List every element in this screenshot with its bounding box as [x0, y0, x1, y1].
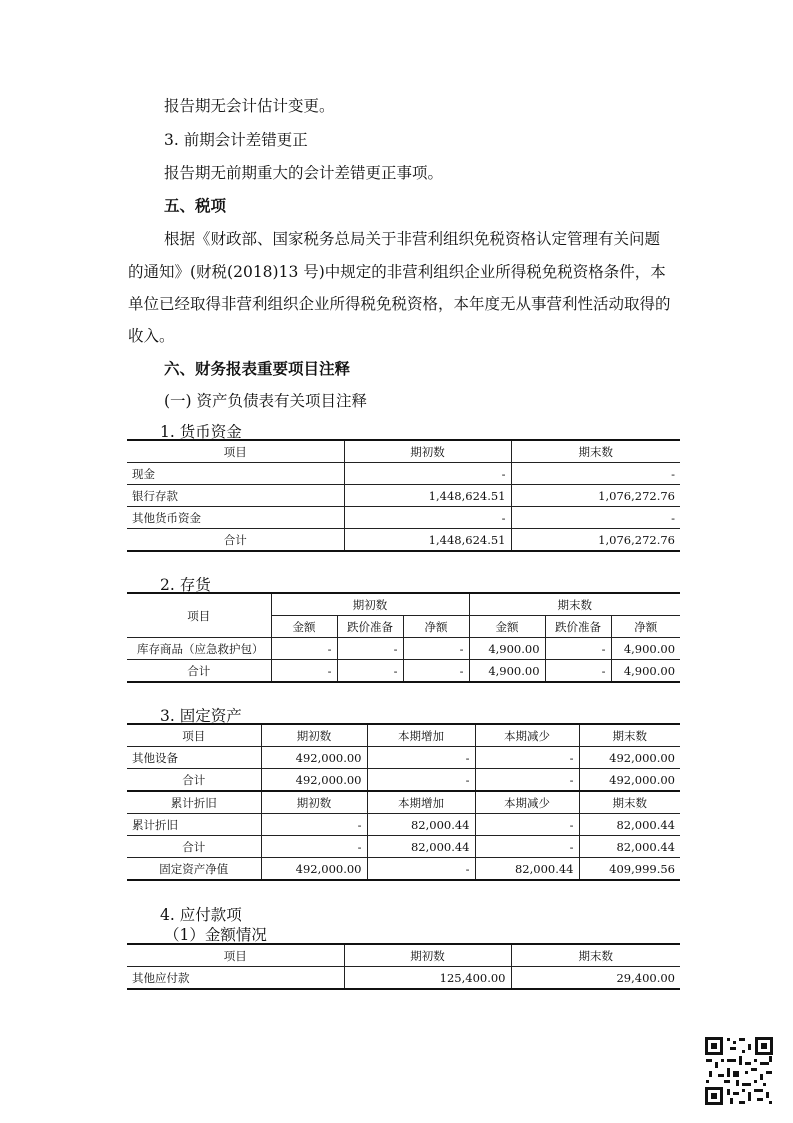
qr-code-icon: [703, 1035, 775, 1107]
subheader-amount: 金额: [469, 616, 545, 638]
heading-notes: 六、财务报表重要项目注释: [164, 359, 351, 378]
header-end: 期末数: [579, 791, 680, 814]
inventory-table: [127, 592, 680, 683]
total-label: 合计: [127, 529, 344, 552]
cell-value: 29,400.00: [511, 967, 680, 990]
paragraph-tax-line-1: 根据《财政部、国家税务总局关于非营利组织免税资格认定管理有关问题: [164, 230, 661, 248]
cell-value: 4,900.00: [469, 638, 545, 660]
cell-value: -: [403, 660, 469, 683]
cell-value: -: [367, 769, 475, 792]
subheader-impairment: 跌价准备: [337, 616, 403, 638]
table-header-row: [127, 593, 680, 616]
row-label: 现金: [127, 463, 344, 485]
cell-value: 492,000.00: [261, 858, 367, 881]
cell-value: 1,076,272.76: [511, 529, 680, 552]
net-value-row: [127, 858, 680, 881]
cell-value: 82,000.44: [579, 836, 680, 858]
cell-value: 82,000.44: [367, 836, 475, 858]
header-end: 期末数: [511, 944, 680, 967]
cell-value: -: [475, 769, 579, 792]
cell-value: -: [545, 660, 611, 683]
cell-value: 492,000.00: [579, 747, 680, 769]
cash-table: [127, 439, 680, 552]
cell-value: 1,076,272.76: [511, 485, 680, 507]
cell-value: 4,900.00: [611, 660, 680, 683]
cell-value: -: [475, 836, 579, 858]
cell-value: -: [511, 463, 680, 485]
cell-value: 4,900.00: [611, 638, 680, 660]
paragraph-tax-line-3: 单位已经取得非营利组织企业所得税免税资格，本年度无从事营利性活动取得的: [128, 295, 671, 313]
row-label: 其他货币资金: [127, 507, 344, 529]
cell-value: -: [367, 858, 475, 881]
row-label: 银行存款: [127, 485, 344, 507]
row-label: 其他设备: [127, 747, 261, 769]
net-value-label: 固定资产净值: [127, 858, 261, 881]
header-begin-group: 期初数: [271, 593, 469, 616]
table-row: [127, 638, 680, 660]
cell-value: 125,400.00: [344, 967, 511, 990]
cell-value: 409,999.56: [579, 858, 680, 881]
paragraph-tax-line-4: 收入。: [128, 327, 175, 345]
cell-value: 492,000.00: [261, 769, 367, 792]
cell-value: -: [271, 660, 337, 683]
subheader-impairment: 跌价准备: [545, 616, 611, 638]
cell-value: -: [271, 638, 337, 660]
header-begin: 期初数: [261, 791, 367, 814]
table-header-row: [127, 944, 680, 967]
cell-value: 82,000.44: [475, 858, 579, 881]
header-increase: 本期增加: [367, 724, 475, 747]
table-row: [127, 507, 680, 529]
cell-value: 82,000.44: [579, 814, 680, 836]
header-end: 期末数: [511, 440, 680, 463]
table-row: [127, 967, 680, 990]
section-title-cash: 1. 货币资金: [160, 423, 242, 441]
row-label: 其他应付款: [127, 967, 344, 990]
paragraph-no-error-correction: 报告期无前期重大的会计差错更正事项。: [164, 164, 444, 182]
cell-value: -: [344, 507, 511, 529]
fixed-assets-table: [127, 723, 680, 881]
cell-value: -: [403, 638, 469, 660]
cell-value: 1,448,624.51: [344, 485, 511, 507]
total-row: [127, 836, 680, 858]
cell-value: 492,000.00: [579, 769, 680, 792]
header-end: 期末数: [579, 724, 680, 747]
total-label: 合计: [127, 660, 271, 683]
section-title-fixed-assets: 3. 固定资产: [160, 707, 242, 725]
header-end-group: 期末数: [469, 593, 680, 616]
table-row: [127, 485, 680, 507]
subheading-balance-sheet-notes: (一) 资产负债表有关项目注释: [164, 392, 368, 410]
header-item: 项目: [127, 593, 271, 638]
header-begin: 期初数: [344, 440, 511, 463]
cell-value: -: [367, 747, 475, 769]
header-item: 项目: [127, 440, 344, 463]
cell-value: -: [337, 638, 403, 660]
cell-value: 4,900.00: [469, 660, 545, 683]
subsection-title-amount: （1）金额情况: [164, 926, 267, 944]
row-label: 库存商品（应急救护包）: [127, 638, 271, 660]
cell-value: 82,000.44: [367, 814, 475, 836]
cell-value: -: [344, 463, 511, 485]
table-row: [127, 747, 680, 769]
cell-value: -: [475, 814, 579, 836]
subheader-net: 净额: [611, 616, 680, 638]
heading-prior-period-correction: 3. 前期会计差错更正: [164, 131, 308, 149]
header-begin: 期初数: [344, 944, 511, 967]
cell-value: -: [337, 660, 403, 683]
table-row: [127, 814, 680, 836]
section-title-inventory: 2. 存货: [160, 576, 211, 594]
payables-table: [127, 943, 680, 990]
subheader-net: 净额: [403, 616, 469, 638]
row-label: 累计折旧: [127, 814, 261, 836]
table-row: [127, 463, 680, 485]
depreciation-header-row: [127, 791, 680, 814]
header-decrease: 本期减少: [475, 724, 579, 747]
paragraph-no-estimate-change: 报告期无会计估计变更。: [164, 97, 335, 115]
header-item: 项目: [127, 724, 261, 747]
paragraph-tax-line-2: 的通知》(财税(2018)13 号)中规定的非营利组织企业所得税免税资格条件，本: [128, 263, 666, 281]
header-depreciation: 累计折旧: [127, 791, 261, 814]
cell-value: -: [511, 507, 680, 529]
header-begin: 期初数: [261, 724, 367, 747]
section-title-payables: 4. 应付款项: [160, 906, 242, 924]
header-decrease: 本期减少: [475, 791, 579, 814]
subheader-amount: 金额: [271, 616, 337, 638]
table-header-row: [127, 440, 680, 463]
header-increase: 本期增加: [367, 791, 475, 814]
header-item: 项目: [127, 944, 344, 967]
total-label: 合计: [127, 769, 261, 792]
total-label: 合计: [127, 836, 261, 858]
cell-value: -: [475, 747, 579, 769]
cell-value: 492,000.00: [261, 747, 367, 769]
cell-value: 1,448,624.51: [344, 529, 511, 552]
total-row: [127, 769, 680, 792]
cell-value: -: [261, 836, 367, 858]
total-row: [127, 660, 680, 683]
cell-value: -: [261, 814, 367, 836]
table-header-row: [127, 724, 680, 747]
cell-value: -: [545, 638, 611, 660]
heading-taxes: 五、税项: [164, 196, 227, 215]
total-row: [127, 529, 680, 552]
